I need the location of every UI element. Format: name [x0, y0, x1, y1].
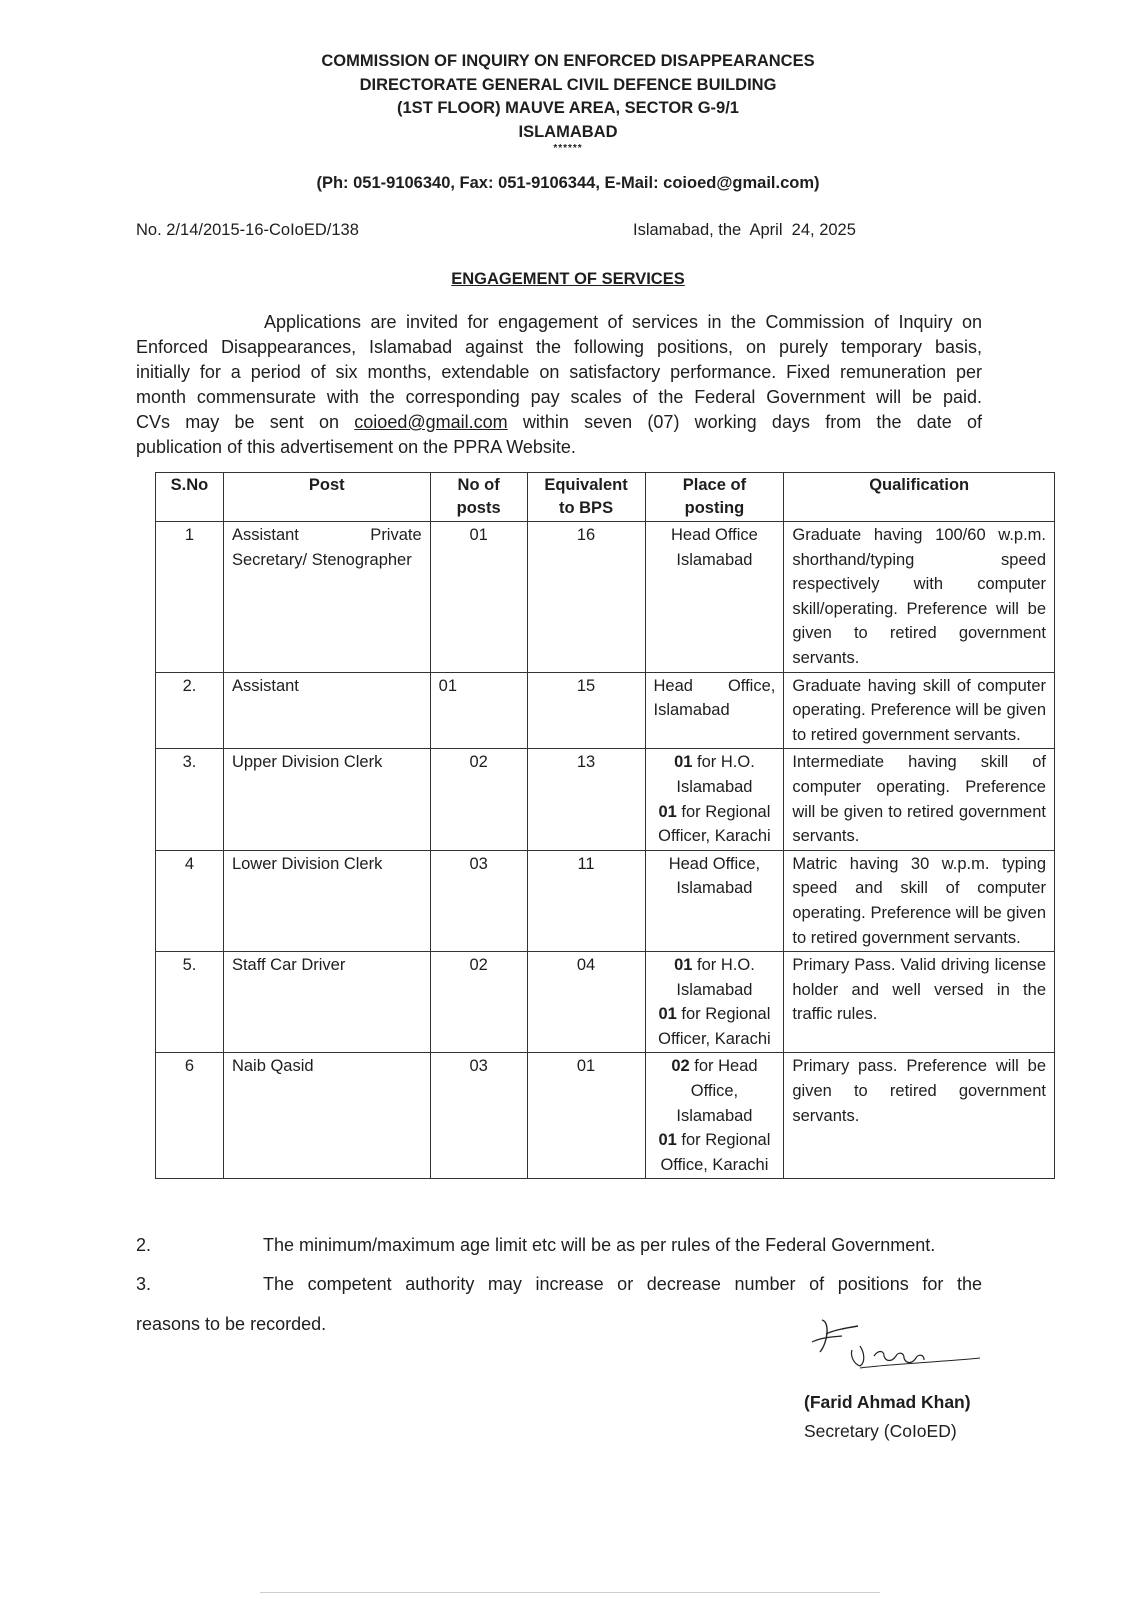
intro-line: Enforced Disappearances, Islamabad against the following positions, on purely temporary basis,	[136, 337, 982, 357]
header-post: Post	[223, 473, 430, 522]
table-row	[156, 1053, 1055, 1179]
contact-line: (Ph: 051-9106340, Fax: 051-9106344, E-Mail: coioed@gmail.com)	[316, 174, 820, 192]
letterhead-address: (1ST FLOOR) MAUVE AREA, SECTOR G-9/1	[397, 99, 739, 117]
cell-bps: 13	[527, 749, 645, 850]
place-count: 02	[671, 1057, 690, 1076]
cell-place	[645, 1053, 784, 1179]
para-2-number: 2.	[136, 1235, 152, 1255]
cell-bps: 11	[527, 850, 645, 951]
cell-sno: 1	[156, 522, 224, 673]
cell-place: Head Office Islamabad	[645, 522, 784, 673]
place-count: 01	[658, 802, 677, 821]
intro-line: month commensurate with the corresponding pay scales of the Federal Government will be paid.	[136, 387, 982, 407]
cell-posts: 01	[430, 672, 527, 749]
place-text: for Head Office, Islamabad	[676, 1057, 758, 1125]
cell-sno: 4	[156, 850, 224, 951]
place-count: 01	[658, 1005, 677, 1024]
cell-sno: 3.	[156, 749, 224, 850]
intro-paragraph	[136, 310, 982, 460]
cell-bps: 01	[527, 1053, 645, 1179]
letterhead-city: ISLAMABAD	[518, 122, 618, 141]
header-no-of-posts: No of posts	[430, 473, 527, 522]
cell-qualification: Intermediate having skill of computer operating. Preference will be given to retired government servants.	[784, 749, 1055, 850]
cell-qualification: Graduate having 100/60 w.p.m. shorthand/typing speed respectively with computer skill/operating. Preference will be given to retired government servants.	[784, 522, 1055, 673]
cell-bps: 04	[527, 952, 645, 1053]
cell-bps: 16	[527, 522, 645, 673]
cell-post: Lower Division Clerk	[223, 850, 430, 951]
cell-posts: 02	[430, 749, 527, 850]
header-qualification: Qualification	[784, 473, 1055, 522]
letterhead-stars: ******	[553, 143, 583, 154]
place-text: for H.O. Islamabad	[676, 753, 755, 796]
table-row	[156, 749, 1055, 850]
cell-qualification: Matric having 30 w.p.m. typing speed and skill of computer operating. Preference will be given to retired government servants.	[784, 850, 1055, 951]
intro-line: publication of this advertisement on the PPRA Website.	[136, 437, 576, 457]
letterhead	[0, 50, 1136, 154]
cell-qualification: Graduate having skill of computer operating. Preference will be given to retired government servants.	[784, 672, 1055, 749]
place-text: for Regional Office, Karachi	[660, 1131, 771, 1174]
place-and-date: Islamabad, the April 24, 2025	[633, 221, 856, 239]
table-row	[156, 672, 1055, 749]
footer-divider	[260, 1592, 880, 1593]
cell-place: Head Office, Islamabad	[645, 672, 784, 749]
cell-posts: 02	[430, 952, 527, 1053]
intro-text: CVs may be sent on	[136, 412, 340, 432]
cell-posts: 03	[430, 1053, 527, 1179]
para-3-text: The competent authority may increase or decrease number of positions for the	[263, 1274, 982, 1294]
intro-line: Applications are invited for engagement of services in the Commission of Inquiry on	[264, 312, 982, 332]
signatory-title: Secretary (CoIoED)	[804, 1421, 957, 1441]
cell-post: Naib Qasid	[223, 1053, 430, 1179]
para-2-text: The minimum/maximum age limit etc will be as per rules of the Federal Government.	[263, 1235, 936, 1255]
cell-place: Head Office, Islamabad	[645, 850, 784, 951]
place-count: 01	[674, 753, 693, 772]
cell-post: Assistant Private Secretary/ Stenographer	[223, 522, 430, 673]
place-text: for Regional Officer, Karachi	[658, 802, 771, 846]
cell-place	[645, 952, 784, 1053]
intro-text: within seven (07) working days from the date of	[522, 412, 982, 432]
cell-sno: 6	[156, 1053, 224, 1179]
table-row	[156, 952, 1055, 1053]
cell-sno: 2.	[156, 672, 224, 749]
cell-qualification: Primary Pass. Valid driving license holder and well versed in the traffic rules.	[784, 952, 1055, 1053]
place-text: for H.O. Islamabad	[676, 956, 755, 999]
reference-number: No. 2/14/2015-16-CoIoED/138	[136, 221, 359, 239]
signature-image	[800, 1312, 1010, 1372]
letterhead-organization: COMMISSION OF INQUIRY ON ENFORCED DISAPPEARANCES	[321, 52, 815, 70]
cell-bps: 15	[527, 672, 645, 749]
place-text: for Regional Officer, Karachi	[658, 1005, 771, 1048]
header-place: Place of posting	[645, 473, 784, 522]
table-row	[156, 522, 1055, 673]
intro-line: initially for a period of six months, extendable on satisfactory performance. Fixed remuneration per	[136, 362, 982, 382]
email-link[interactable]: coioed@gmail.com	[354, 412, 508, 432]
cell-posts: 03	[430, 850, 527, 951]
place-count: 01	[674, 956, 693, 975]
cell-place	[645, 749, 784, 850]
notice-heading: ENGAGEMENT OF SERVICES	[451, 270, 685, 288]
cell-post: Upper Division Clerk	[223, 749, 430, 850]
positions-table	[155, 472, 1055, 1179]
cell-qualification: Primary pass. Preference will be given to retired government servants.	[784, 1053, 1055, 1179]
para-3-number: 3.	[136, 1274, 152, 1294]
para-3-continuation: reasons to be recorded.	[136, 1314, 327, 1334]
cell-posts: 01	[430, 522, 527, 673]
header-bps: Equivalent to BPS	[527, 473, 645, 522]
intro-line	[136, 410, 982, 435]
letterhead-building: DIRECTORATE GENERAL CIVIL DEFENCE BUILDING	[359, 75, 777, 94]
cell-sno: 5.	[156, 952, 224, 1053]
cell-post: Assistant	[223, 672, 430, 749]
table-row	[156, 850, 1055, 951]
signatory-name: (Farid Ahmad Khan)	[804, 1392, 971, 1412]
cell-post: Staff Car Driver	[223, 952, 430, 1053]
table-header-row	[156, 473, 1055, 522]
header-sno: S.No	[156, 473, 224, 522]
place-count: 01	[658, 1131, 677, 1150]
